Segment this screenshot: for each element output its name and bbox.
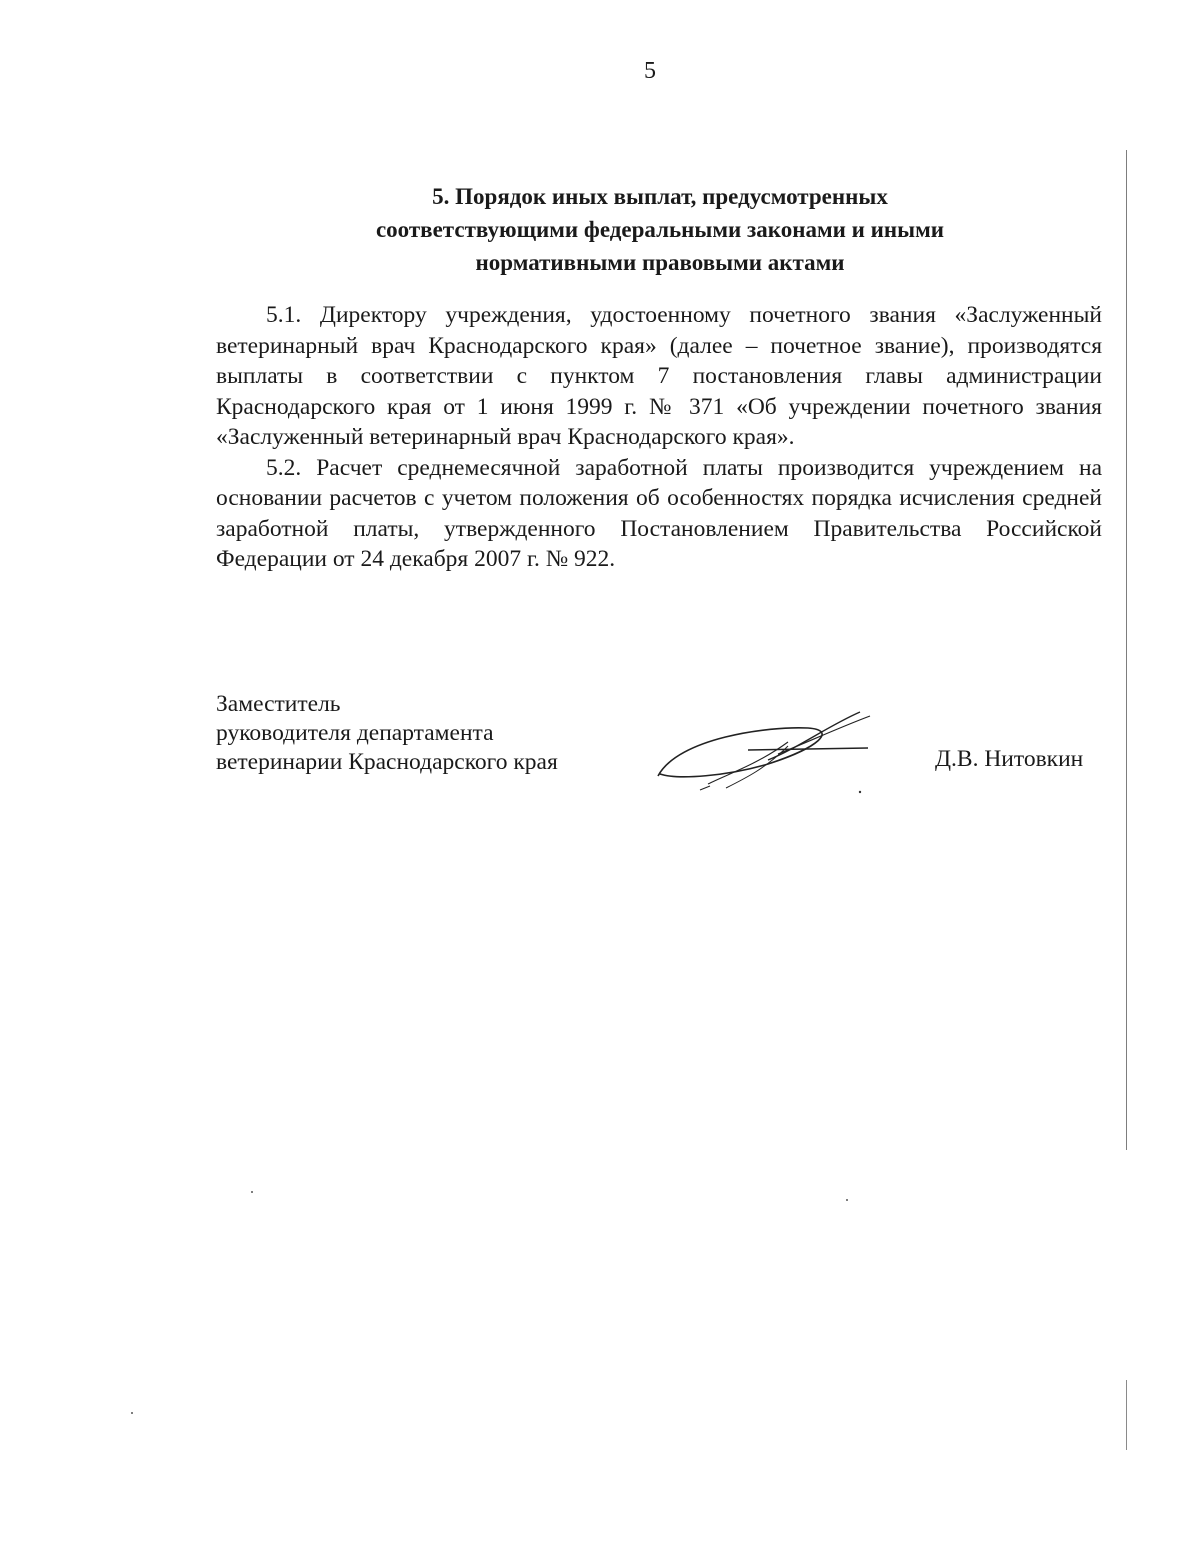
paragraph-5-2: 5.2. Расчет среднемесячной заработной платы производится учреждением на основании расчетов с учетом положения об особенностях порядка исчисления средней заработной платы, утвержденного Постановлением Правительства Российской Федерации от 24 декабря 2007 г. № 922. [216, 454, 1102, 572]
heading-line-2: соответствующими федеральными законами и иными [375, 217, 945, 242]
scan-margin-line [1126, 1380, 1127, 1450]
position-line-3: ветеринарии Краснодарского края [216, 749, 558, 775]
position-line-2: руководителя департамента [216, 720, 494, 746]
heading-line-1: 5. Порядок иных выплат, предусмотренных [432, 184, 888, 209]
page-number: 5 [644, 58, 656, 84]
section-heading [300, 180, 1020, 279]
position-line-1: Заместитель [216, 691, 341, 717]
handwritten-signature [648, 698, 878, 798]
scan-speck [251, 1191, 253, 1193]
signatory-position [216, 690, 558, 777]
heading-line-3: нормативными правовыми актами [475, 250, 845, 275]
scan-speck [131, 1412, 133, 1414]
scan-speck [846, 1199, 848, 1201]
scan-margin-line [1126, 150, 1127, 1150]
paragraph-5-1: 5.1. Директору учреждения, удостоенному почетного звания «Заслуженный ветеринарный врач Краснодарского края» (далее – почетное звание), производятся выплаты в соответствии с пунктом 7 постановления главы администрации Краснодарского края от 1 июня 1999 г. № 371 «Об учреждении почетного звания «Заслуженный ветеринарный врач Краснодарского края». [216, 302, 1102, 450]
signer-name: Д.В. Нитовкин [935, 746, 1084, 772]
document-body [216, 300, 1102, 575]
